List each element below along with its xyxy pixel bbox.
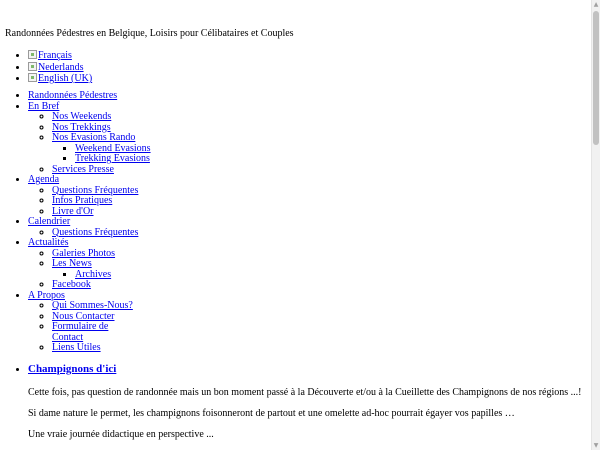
language-label-nl: Nederlands	[38, 61, 84, 73]
submenu-apropos	[28, 301, 208, 354]
scrollbar-thumb[interactable]	[593, 11, 599, 145]
language-item-fr	[28, 50, 92, 62]
nav-link-trekking-evasions[interactable]: Trekking Evasions	[75, 153, 150, 164]
flag-nl-icon	[28, 62, 37, 71]
nav-item-apropos	[28, 291, 208, 354]
nav-link-en-bref[interactable]: En Bref	[28, 100, 60, 112]
flag-fr-icon	[28, 50, 37, 59]
nav-item-en-bref	[28, 102, 208, 176]
nav-link-galeries[interactable]: Galeries Photos	[52, 247, 116, 259]
nav-link-contact[interactable]: Nous Contacter	[52, 310, 115, 322]
language-item-nl	[28, 62, 92, 74]
article-list	[28, 364, 588, 376]
nav-link-agenda[interactable]: Agenda	[28, 174, 60, 185]
nav-link-apropos[interactable]: A Propos	[28, 289, 65, 301]
nav-link-weekends[interactable]: Nos Weekends	[52, 111, 112, 122]
nav-item-livre	[52, 207, 208, 218]
submenu-actualites	[28, 249, 208, 291]
site-tagline: Randonnées Pédestres en Belgique, Loisirs pour Célibataires et Couples	[5, 28, 294, 39]
submenu-evasions	[52, 144, 208, 165]
nav-link-liens[interactable]: Liens Utiles	[52, 342, 101, 353]
nav-link-evasions[interactable]: Nos Evasions Rando	[52, 132, 136, 143]
nav-link-livre[interactable]: Livre d'Or	[52, 205, 94, 217]
nav-item-calendrier	[28, 217, 208, 238]
nav-item-news	[52, 259, 208, 280]
vertical-scrollbar[interactable]	[591, 0, 600, 450]
language-item-en	[28, 73, 92, 85]
nav-item-actualites	[28, 238, 208, 291]
main-nav	[28, 91, 208, 354]
nav-link-news[interactable]: Les News	[52, 258, 92, 269]
submenu-agenda	[28, 186, 208, 218]
article-item	[28, 364, 588, 376]
article-title-link[interactable]: Champignons d'ici	[28, 363, 117, 375]
nav-item-presse	[52, 165, 208, 176]
language-label-fr: Français	[38, 50, 72, 61]
nav-link-infos[interactable]: Infos Pratiques	[52, 195, 113, 206]
nav-item-evasions	[52, 133, 208, 165]
nav-item-liens	[52, 343, 208, 354]
nav-link-calendrier[interactable]: Calendrier	[28, 216, 71, 227]
article-paragraph: Si dame nature le permet, les champignons foisonneront de partout et une omelette ad-hoc pourrait égayer vos papilles …	[28, 408, 515, 419]
flag-uk-icon	[28, 73, 37, 82]
nav-link-formulaire[interactable]: Formulaire de Contact	[52, 321, 109, 343]
nav-link-qui[interactable]: Qui Sommes-Nous?	[52, 300, 133, 311]
nav-link-presse[interactable]: Services Presse	[52, 163, 114, 175]
nav-item-archives	[75, 270, 208, 281]
nav-link-facebook[interactable]: Facebook	[52, 279, 91, 290]
nav-link-actualites[interactable]: Actualités	[28, 237, 69, 248]
nav-link-archives[interactable]: Archives	[75, 268, 112, 280]
scroll-down-arrow-icon[interactable]: ▼	[593, 442, 599, 449]
language-switcher	[28, 50, 92, 85]
nav-item-calendrier-faq	[52, 228, 208, 239]
nav-link-trekkings[interactable]: Nos Trekkings	[52, 121, 111, 133]
nav-item-formulaire	[52, 322, 118, 343]
nav-link-calendrier-faq[interactable]: Questions Fréquentes	[52, 226, 139, 238]
nav-link-weekend-evasions[interactable]: Weekend Evasions	[75, 142, 151, 154]
submenu-en-bref	[28, 112, 208, 175]
scroll-up-arrow-icon[interactable]: ▲	[593, 1, 599, 8]
nav-link-randonnees[interactable]: Randonnées Pédestres	[28, 90, 118, 101]
language-link-en[interactable]	[28, 73, 92, 84]
nav-item-agenda	[28, 175, 208, 217]
nav-link-agenda-faq[interactable]: Questions Fréquentes	[52, 184, 139, 196]
language-link-nl[interactable]	[28, 62, 84, 73]
article-paragraph: Cette fois, pas question de randonnée mais un bon moment passé à la Découverte et/ou à la Cueillette des Champignons de nos régions ...!	[28, 387, 582, 398]
language-link-fr[interactable]	[28, 50, 72, 61]
language-label-en: English (UK)	[38, 73, 93, 84]
nav-item-facebook	[52, 280, 208, 291]
article-paragraph: Une vraie journée didactique en perspective ...	[28, 429, 214, 440]
